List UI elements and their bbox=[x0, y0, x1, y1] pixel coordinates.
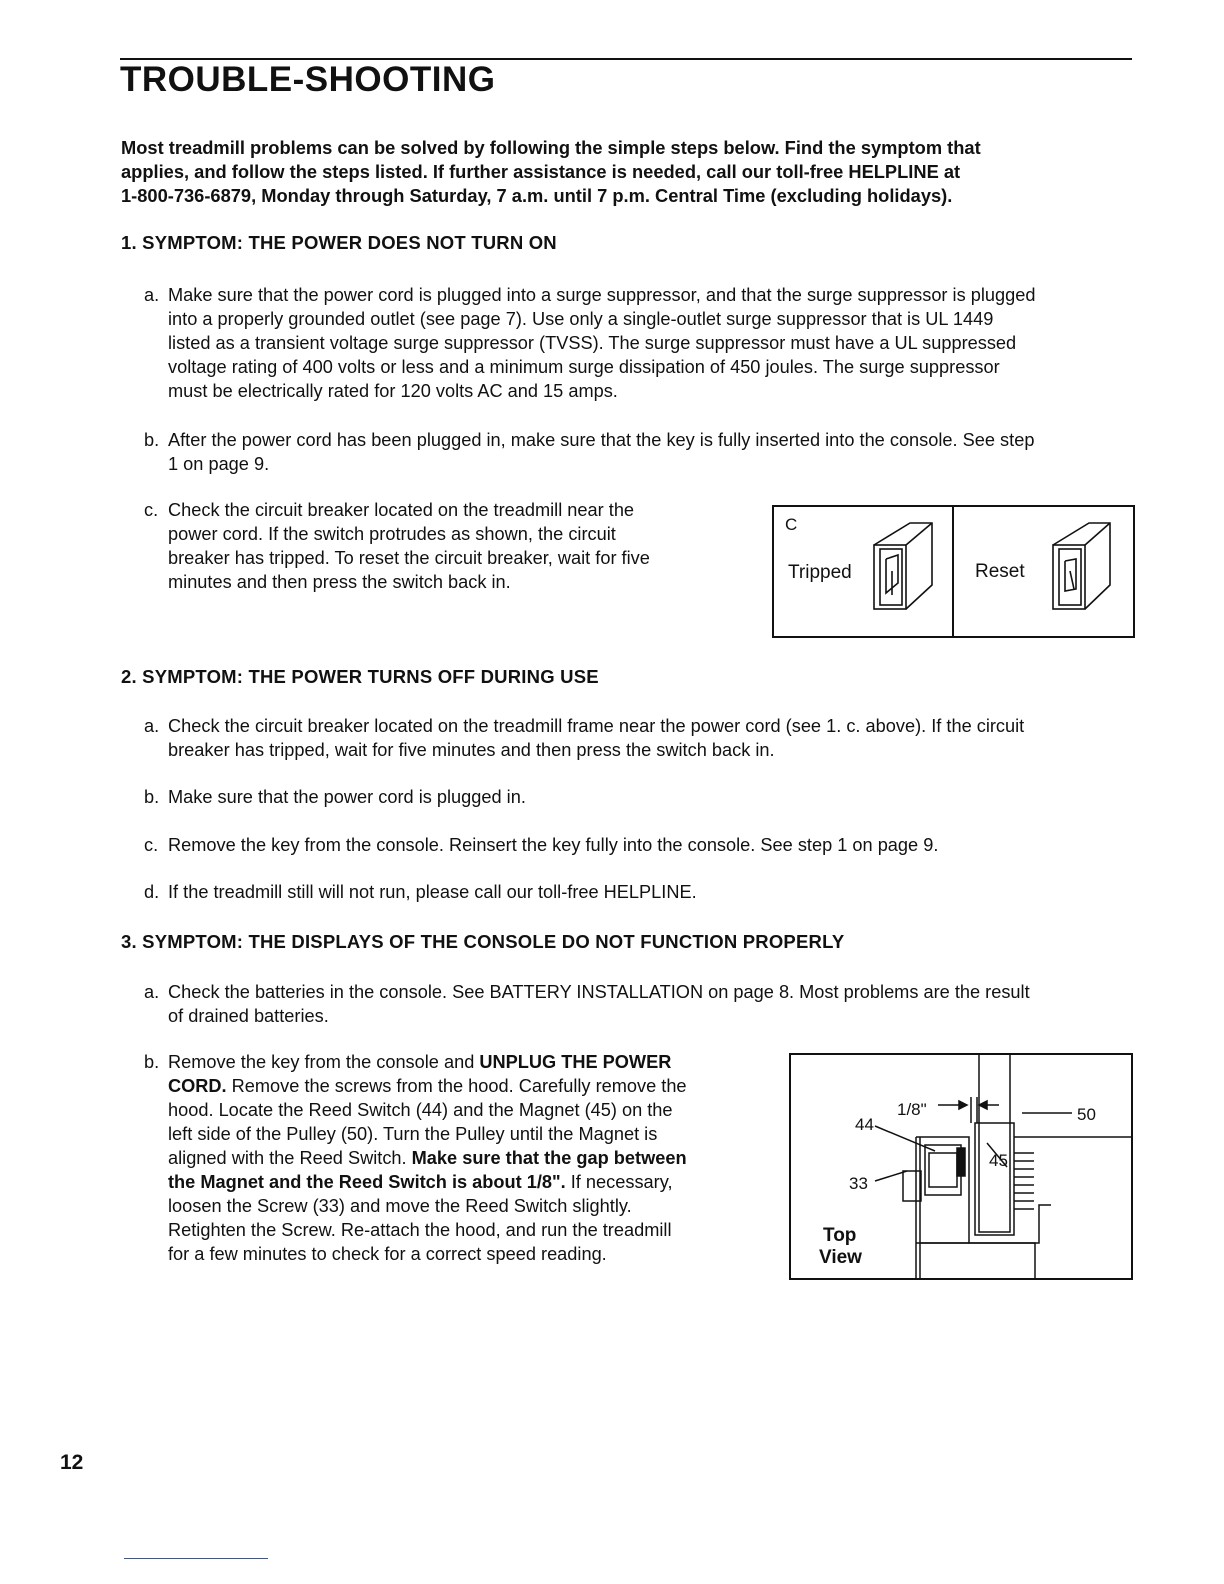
step-line bbox=[168, 1074, 764, 1098]
step-line bbox=[168, 1146, 764, 1170]
view-label-line1: Top bbox=[823, 1225, 857, 1246]
reset-label: Reset bbox=[975, 561, 1025, 582]
symptom-1-step-c bbox=[144, 498, 744, 594]
step-text: Remove the screws from the hood. Carefully remove the bbox=[226, 1076, 687, 1096]
step-line bbox=[168, 1050, 764, 1074]
symptom-1-step-a bbox=[144, 283, 1144, 403]
symptom-1-step-b bbox=[144, 428, 1144, 476]
step-label: a. bbox=[144, 285, 160, 305]
step-line: minutes and then press the switch back in. bbox=[168, 572, 511, 592]
step-line: breaker has tripped. To reset the circuit breaker, wait for five bbox=[168, 548, 650, 568]
step-line: Make sure that the power cord is plugged into a surge suppressor, and that the surge suppressor is plugged bbox=[168, 285, 1036, 305]
step-line: Remove the key from the console. Reinsert the key fully into the console. See step 1 on page 9. bbox=[168, 835, 939, 855]
step-text: aligned with the Reed Switch. bbox=[168, 1148, 412, 1168]
view-label-line2: View bbox=[819, 1247, 862, 1268]
step-line: breaker has tripped, wait for five minutes and then press the switch back in. bbox=[168, 740, 775, 760]
step-line: hood. Locate the Reed Switch (44) and the Magnet (45) on the bbox=[168, 1100, 673, 1120]
intro-line: Most treadmill problems can be solved by following the simple steps below. Find the symptom that bbox=[121, 137, 981, 158]
step-line: voltage rating of 400 volts or less and a minimum surge dissipation of 450 joules. The surge suppressor bbox=[168, 357, 1000, 377]
part-45-label: 45 bbox=[989, 1151, 1008, 1170]
step-line: of drained batteries. bbox=[168, 1006, 329, 1026]
step-label: b. bbox=[144, 787, 160, 807]
gap-label: 1/8" bbox=[897, 1100, 927, 1119]
symptom-2-step-a bbox=[144, 714, 1144, 762]
step-text: If necessary, bbox=[565, 1172, 673, 1192]
step-line: Retighten the Screw. Re-attach the hood, and run the treadmill bbox=[168, 1220, 672, 1240]
footer-line bbox=[124, 1558, 268, 1559]
symptom-1-heading: 1. SYMPTOM: THE POWER DOES NOT TURN ON bbox=[121, 232, 557, 253]
step-line: Check the circuit breaker located on the treadmill near the bbox=[168, 500, 635, 520]
step-line: left side of the Pulley (50). Turn the Pulley until the Magnet is bbox=[168, 1124, 658, 1144]
reed-switch-figure bbox=[789, 1053, 1135, 1283]
part-44-label: 44 bbox=[855, 1115, 874, 1134]
step-label: a. bbox=[144, 982, 160, 1002]
step-text-bold: CORD. bbox=[168, 1076, 227, 1096]
step-line: power cord. If the switch protrudes as shown, the circuit bbox=[168, 524, 616, 544]
tripped-label: Tripped bbox=[788, 562, 852, 583]
step-line: 1 on page 9. bbox=[168, 454, 270, 474]
symptom-2-step-c bbox=[144, 833, 1144, 857]
step-line: listed as a transient voltage surge suppressor (TVSS). The surge suppressor must have a UL suppressed bbox=[168, 333, 1017, 353]
part-33-label: 33 bbox=[849, 1174, 868, 1193]
symptom-2-heading: 2. SYMPTOM: THE POWER TURNS OFF DURING USE bbox=[121, 666, 599, 687]
symptom-3-step-a bbox=[144, 980, 1144, 1028]
step-text-bold: the Magnet and the Reed Switch is about 1/8". bbox=[168, 1172, 566, 1192]
step-label: d. bbox=[144, 882, 160, 902]
step-label: b. bbox=[144, 430, 160, 450]
tripped-switch-icon bbox=[874, 523, 932, 609]
intro-line: applies, and follow the steps listed. If further assistance is needed, call our toll-free HELPLINE at bbox=[121, 161, 961, 182]
symptom-2-step-d bbox=[144, 880, 1144, 904]
symptom-2-step-b bbox=[144, 785, 1144, 809]
circuit-breaker-figure bbox=[772, 505, 1136, 639]
step-line: Check the circuit breaker located on the treadmill frame near the power cord (see 1. c. above). If the circuit bbox=[168, 716, 1025, 736]
step-label: a. bbox=[144, 716, 160, 736]
symptom-3-step-b bbox=[144, 1050, 764, 1266]
step-line bbox=[168, 1170, 764, 1194]
page-title: TROUBLE-SHOOTING bbox=[120, 60, 496, 99]
figure-letter: C bbox=[785, 515, 798, 534]
page-number: 12 bbox=[60, 1451, 84, 1474]
step-line: If the treadmill still will not run, please call our toll-free HELPLINE. bbox=[168, 882, 697, 902]
step-line: Check the batteries in the console. See BATTERY INSTALLATION on page 8. Most problems are the result bbox=[168, 982, 1030, 1002]
step-label: c. bbox=[144, 500, 159, 520]
step-line: loosen the Screw (33) and move the Reed Switch slightly. bbox=[168, 1196, 632, 1216]
part-50-label: 50 bbox=[1077, 1105, 1096, 1124]
step-text-bold: UNPLUG THE POWER bbox=[479, 1052, 672, 1072]
step-line: into a properly grounded outlet (see page 7). Use only a single-outlet surge suppressor that is UL 1449 bbox=[168, 309, 994, 329]
step-line: After the power cord has been plugged in, make sure that the key is fully inserted into the console. See step bbox=[168, 430, 1035, 450]
step-text: Remove the key from the console and bbox=[168, 1052, 480, 1072]
intro-line: 1-800-736-6879, Monday through Saturday, 7 a.m. until 7 p.m. Central Time (excluding holidays). bbox=[121, 185, 953, 206]
step-line: for a few minutes to check for a correct speed reading. bbox=[168, 1244, 607, 1264]
step-line: Make sure that the power cord is plugged in. bbox=[168, 787, 526, 807]
symptom-3-heading: 3. SYMPTOM: THE DISPLAYS OF THE CONSOLE DO NOT FUNCTION PROPERLY bbox=[121, 931, 845, 952]
step-label: b. bbox=[144, 1052, 160, 1072]
intro-paragraph bbox=[121, 136, 1121, 208]
reset-switch-icon bbox=[1053, 523, 1110, 609]
step-text-bold: Make sure that the gap between bbox=[411, 1148, 687, 1168]
step-line: must be electrically rated for 120 volts AC and 15 amps. bbox=[168, 381, 618, 401]
step-label: c. bbox=[144, 835, 159, 855]
